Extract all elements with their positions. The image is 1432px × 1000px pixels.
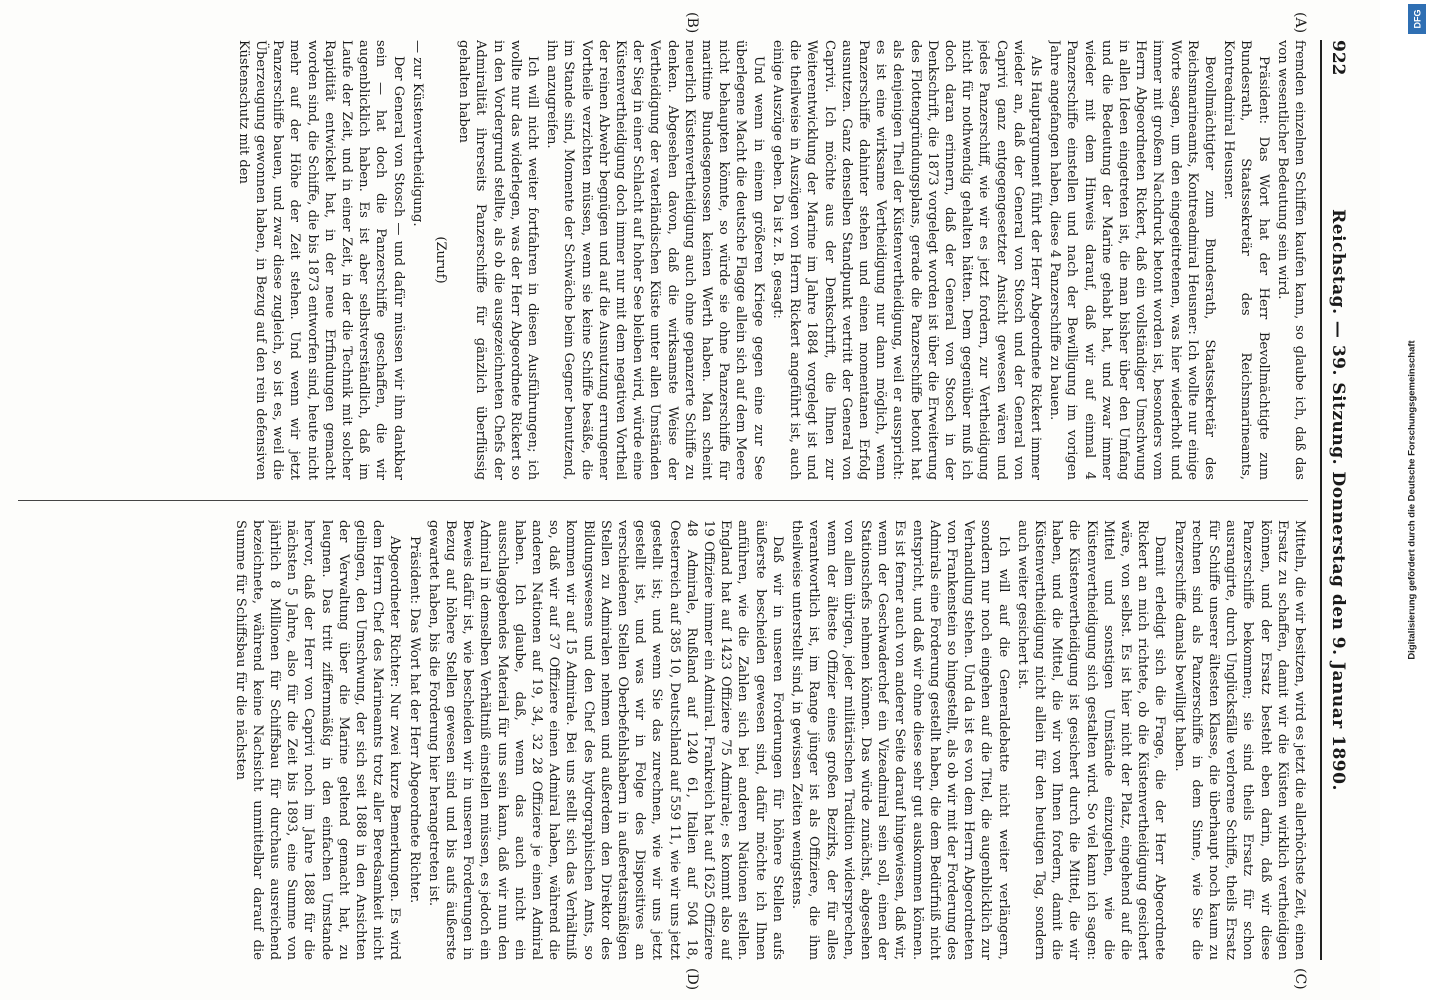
paragraph: Abgeordneter Richter: Nur zwei kurze Bemerkungen. Es wird dem Herrn Chef des Marineamts trotz aller Beredsamkeit nicht gelingen, den Umschwung, der sich seit 1888 in den Ansichten der Verwaltung über die Marine geltend gemacht hat, zu leugnen. Das tritt ziffernmäßig in den einfachen Umstande hervor, daß der Herr von Caprivi noch im Jahre 1888 für die nächsten 5 Jahre, also für die Zeit bis 1893, eine Summe von jährlich 8 Millionen für Schiffsbau für durchaus ausreichend bezeichnete, während keine Nachsicht unmittelbar darauf die Summe für Schiffsbau für die nächsten [232, 520, 403, 960]
page-number: 922 [1328, 40, 1348, 76]
margin-marker-c: (C) [1292, 968, 1308, 990]
paragraph: — zur Küstenvertheidigung. [409, 40, 425, 227]
paragraph: Ich will auf die Generaldebatte nicht weiter verlängern, sondern nur noch eingehen auf die Titel, die augenblicklich zur Verhandlung stehen. Und da ist es von dem Herrn Abgeordneten von Frankenstein so hingestellt, als ob wir mit der Forderung des Admirals eine Forderung gestellt haben, die dem Bedürfniß nicht entspricht, und daß wir ohne diese sehr gut auskommen können. Es ist ferner auch von anderer Seite darauf hingewiesen, daß wir, wenn der Geschwaderchef ein Vizeadmiral sein soll, einen der Stationschefs nehmen können. Das würde zunächst, abgesehen von allem übrigen, jeder militärischen Tradition widersprechen, wenn der älteste Offizier eines großen Bezirks, der für alles verantwortlich ist, im Range jünger ist als Offiziere, die ihm theilweise unterstellt sind, in gewissen Zeiten wenigstens. [789, 520, 1011, 960]
dfg-logo: DFG [1408, 4, 1426, 34]
column-divider [18, 500, 1308, 501]
paragraph: Daß wir in unseren Forderungen für höhere Stellen aufs äußerste bescheiden gewesen sind, dafür möchte ich Ihnen anführen, wie die Zahlen sich bei anderen Nationen stellen. England hat auf 1423 Offiziere 75 Admirale; es kommt also auf 19 Offiziere immer ein Admiral. Frankreich hat auf 1625 Offiziere 48 Admirale, Rußland auf 1240 61, Italien auf 504 18, Oesterreich auf 385 10, Deutschland auf 559 11, wie wir uns jetzt gestellt ist; und wenn Sie das zurechnen, wie wir uns jetzt gestellt ist, und was wir in Folge des Dispositives an verschiedenen Stellen Oberbefehlshabern in außeretatsmäßigen Stellen zu Admiralen nehmen und außerdem den Direktor des Bildungswesens und den Chef des hydrographischen Amts, so kommen wir auf 15 Admirale. Bei uns stellt sich das Verhältniß so, daß wir auf 37 Offiziere einen Admiral haben, während die anderen Nationen auf 19, 34, 32 28 Offiziere je einen Admiral haben. Ich glaube, daß, wenn das auch nicht ein ausschlaggebendes Material für uns sein kann, daß wir nun den Admiral in demselben Verhältniß einstellen müssen, es jedoch ein Beweis dafür ist, wie bescheiden wir in unseren Forderungen in Bezug auf höhere Stellen gewesen sind und bis aufs äußerste gewartet haben, bis die Forderung hier herangetreten ist. [425, 520, 785, 960]
paragraph: Präsident: Das Wort hat der Herr Abgeordnete Richter. [406, 536, 422, 904]
quoted-paragraph: Und wenn in einem größeren Kriege gegen eine zur See überlegene Macht die deutsche Flagge allein sich auf dem Meere nicht behaupten könnte, so würde sie ohne Panzerschiffe für maritime Bundesgenossen keinen Werth haben. Man scheint neuerlich Küstenvertheidigung auch ohne gepanzerte Schiffe zu denken. Abgesehen davon, daß die wirksamste Weise der Vertheidigung der vaterländischen Küste unter allen Umständen der Sieg in einer Schlacht auf hoher See bleiben wird, würde eine Küstenvertheidigung doch immer nur mit dem negativen Vortheil der reinen Abwehr begnügen und auf die Ausnutzung errungener Vortheile verzichten müssen, wenn sie keine Schiffe besäße, die im Stande sind, Momente der Schwäche beim Gegner benutzend, ihn anzugreifen. [544, 40, 766, 480]
funding-credit [1392, 0, 1432, 1000]
paragraph: Ich will nicht weiter fortfahren in diesen Ausführungen; ich wollte nur das widerlegen, was der Herr Abgeordnete Rickert so in den Vordergrund stellte, als ob die ausgezeichneten Chefs der Admiralität ihrerseits Panzerschiffe für gänzlich überflüssig gehalten haben [456, 40, 541, 480]
paragraph: Bevollmächtigter zum Bundesrath, Staatssekretär des Reichsmarineamts, Kontreadmiral Heusner: Ich wollte nur einige Worte sagen, um den eingegeitretenen, was hier wiederholt und immer mit großem Nachdruck betont worden ist, besonders vom Herrn Abgeordneten Rickert, daß ein vollständiger Umschwung in allen Ideen eingetreten ist, die man bisher über den Umfang und die Bedeutung der Marine gehabt hat, und zwar immer wieder mit dem Hinweis darauf, daß wir auf einmal 4 Panzerschiffe einstellen und nach der Bewilligung im vorigen Jahre angefangen haben, diese 4 Panzerschiffe zu bauen. [1047, 40, 1217, 480]
interjection: (Zuruf) [433, 236, 449, 284]
funding-credit-text: Digitalisierung gefördert durch die Deutsche Forschungsgemeinschaft [1406, 340, 1418, 660]
paragraph: Präsident: Das Wort hat der Herr Bevollmächtigte zum Bundesrath, Staatssekretär des Reichsmarineamts, Kontreadmiral Heusner. [1221, 40, 1271, 480]
margin-marker-a: (A) [1292, 12, 1308, 34]
page-header [1320, 40, 1352, 960]
left-text-column [18, 40, 1308, 480]
paragraph: Als Hauptargument führt der Herr Abgeordnete Rickert immer wieder an, daß der General von Stosch und der General von Caprivi ganz entgegengesetzter Ansicht gewesen wären und jedes Panzerschiff, wie wir es jetzt fordern, zur Vertheidigung nicht für nothwendig gehalten hätten. Dem gegenüber muß ich doch daran erinnern, daß der General von Stosch in der Denkschrift, die 1873 vorgelegt worden ist über die Erweiterung des Flottengründungsplans, gerade die Panzerschiffe betont hat als denjenigen Theil der Küstenvertheidigung, weil er ausspricht: es ist eine wirksame Vertheidigung nur dann möglich, wenn Panzerschiffe dahinter stehen und einen momentanen Erfolg ausnutzen. Ganz denselben Standpunkt vertritt der General von Caprivi. Ich möchte aus der Denkschrift, die Ihnen zur Weiterentwicklung der Marine im Jahre 1884 vorgelegt ist und die theilweise in Auszügen von Herrn Rickert angeführt ist, auch einige Auszüge geben. Da ist z. B. gesagt: [769, 40, 1043, 480]
paragraph: Mitteln, die wir besitzen, wird es jetzt die allerhöchste Zeit, einen Ersatz zu schaffen, damit wir die Küsten wirklich vertheidigen können, und der Ersatz besteht eben darin, daß wir diese Panzerschiffe bekommen; sie sind theils Ersatz für schon ausrangirte, durch Unglücksfälle verlorene Schiffe, theils Ersatz für Schiffe unserer ältesten Klasse, die überhaupt noch kaum zu rechnen sind als Panzerschiffe in dem Sinne, wie Sie die Panzerschiffe damals bewilligt haben. [1171, 520, 1307, 960]
running-title: Reichstag. — 39. Sitzung. Donnerstag den 9. Januar 1890. [1328, 209, 1348, 791]
paragraph: fremden einzelnen Schiffen kaufen kann, so glaube ich, daß das von wesentlicher Bedeutung sein wird. [1274, 40, 1307, 480]
paragraph: Damit erledigt sich die Frage, die der Herr Abgeordnete Rickert an mich richtete, ob die Küstenvertheidigung gesichert wäre, von selbst. Es ist hier nicht der Platz, eingehend auf die Mittel und sonstigen Umstände einzugehen, wie die Küstenvertheidigung sich gestalten wird. So viel kann ich sagen: die Küstenvertheidigung ist gesichert durch die Mittel, die wir haben, und die Mittel, die wir von Ihnen fordern, damit die Küstenvertheidigung nicht allein für den heutigen Tag, sondern auch weiter gesichert ist. [1014, 520, 1168, 960]
margin-marker-b: (B) [684, 12, 700, 34]
right-text-column [18, 520, 1308, 960]
paragraph: Der General von Stosch — und dafür müssen wir ihm dankbar sein — hat doch die Panzerschiffe geschaffen, die wir augenblicklich haben. Es ist aber selbstverständlich, daß im Laufe der Zeit, und in einer Zeit, in der die Technik mit solcher Rapidität entwickelt hat, in der neue Erfindungen gemacht worden sind, die Schiffe, die bis 1873 entworfen sind, heute nicht mehr auf der Höhe der Zeit stehen. Und wenn wir jetzt Panzerschiffe bauen, und zwar diese zugleich, so ist es, weil die Überzeugung gewonnen haben, in Bezug auf den rein defensiven Küstenschutz mit den [235, 40, 406, 480]
margin-marker-d: (D) [684, 968, 700, 991]
